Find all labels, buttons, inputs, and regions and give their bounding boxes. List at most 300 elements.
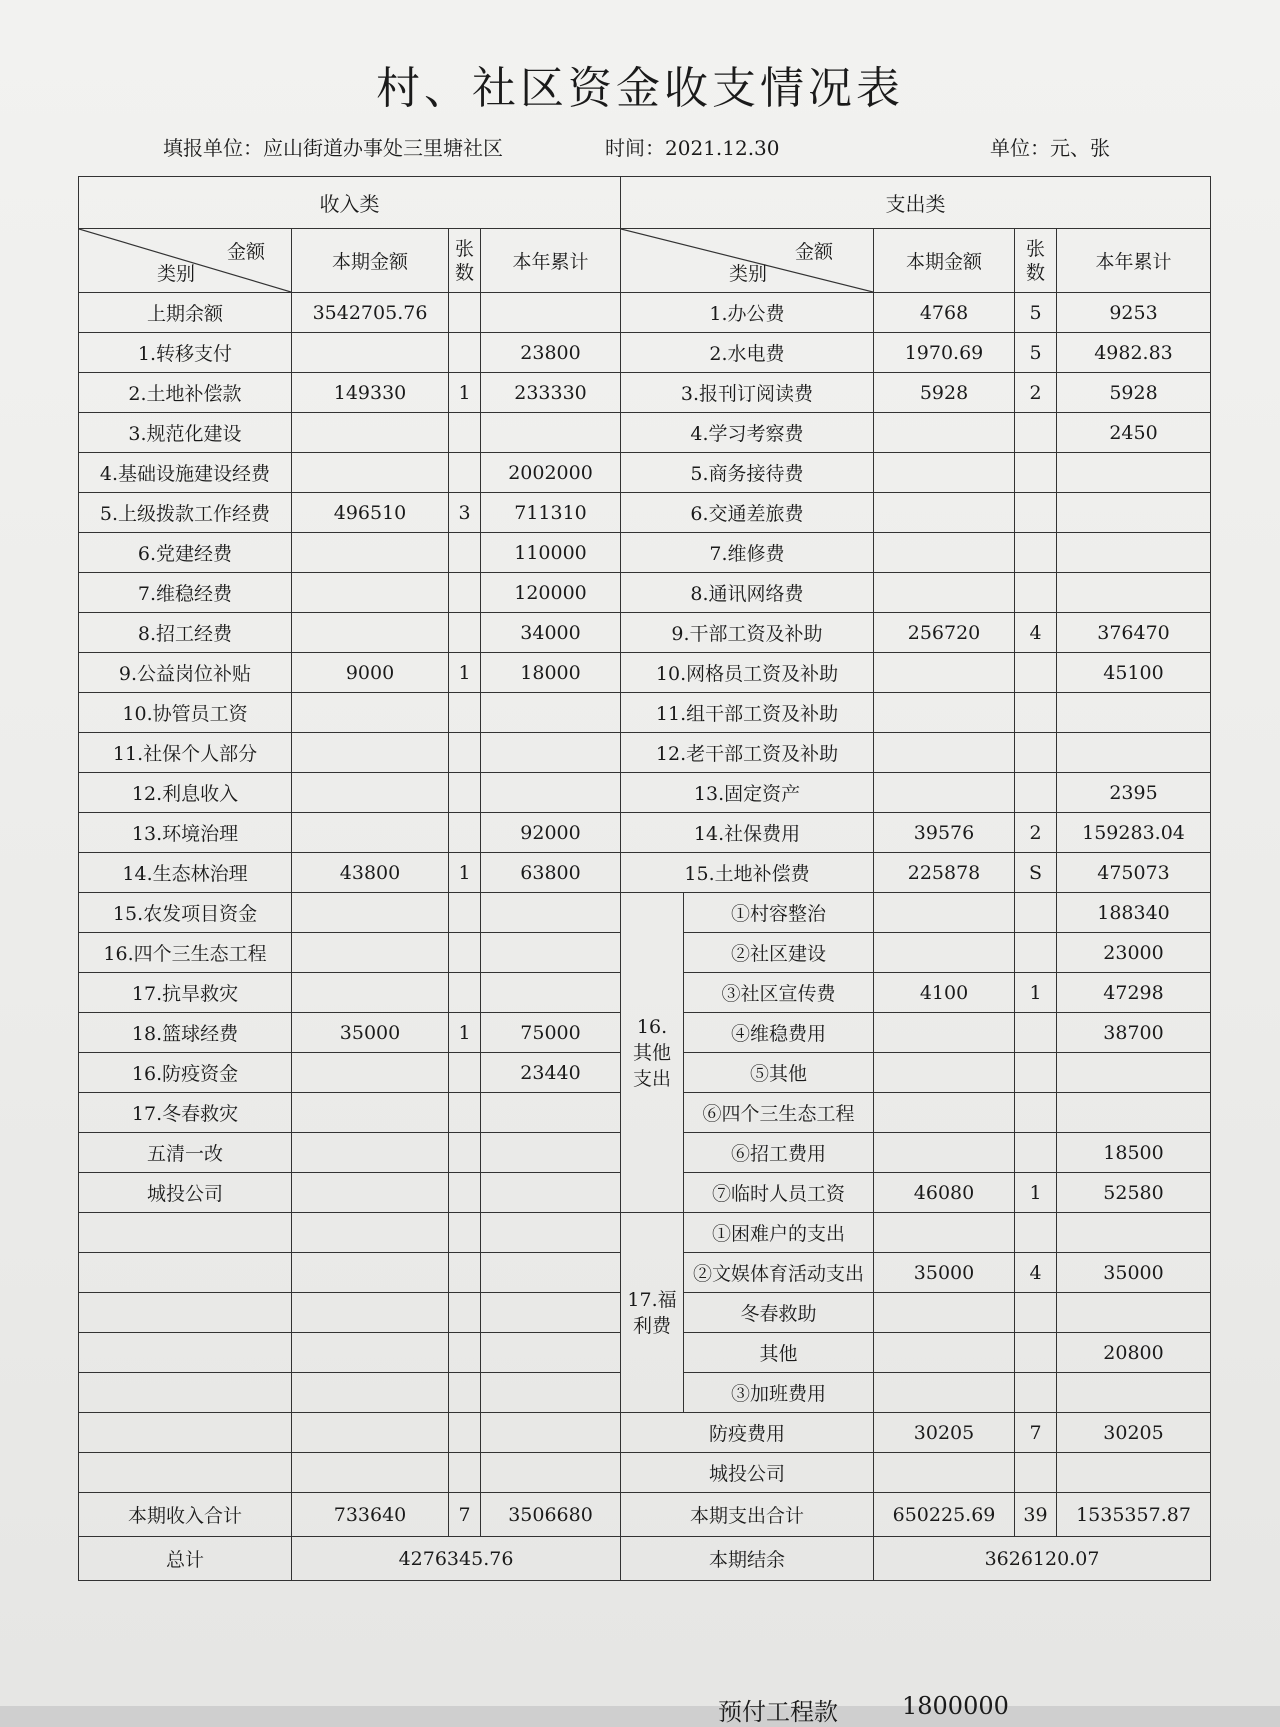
income-sheets — [449, 1293, 481, 1333]
income-ytd: 34000 — [481, 613, 621, 653]
income-current-amount — [292, 693, 449, 733]
group-label-line: 其他 — [632, 1041, 671, 1064]
income-current-amount — [292, 773, 449, 813]
expense-current-amount — [874, 453, 1015, 493]
income-current-amount — [292, 1253, 449, 1293]
expense-ytd: 4982.83 — [1057, 333, 1211, 373]
table-row — [79, 333, 1211, 373]
expense-ytd — [1057, 533, 1211, 573]
expense-current-amount: 39576 — [874, 813, 1015, 853]
income-total-sheets: 7 — [449, 1493, 481, 1537]
income-sheets — [449, 1213, 481, 1253]
expense-ytd — [1057, 733, 1211, 773]
table-row — [79, 373, 1211, 413]
expense-current-header: 本期金额 — [874, 229, 1015, 293]
income-sheets — [449, 1333, 481, 1373]
income-ytd — [481, 773, 621, 813]
income-ytd — [481, 1373, 621, 1413]
income-section-header: 收入类 — [79, 177, 621, 229]
income-category — [79, 1253, 292, 1293]
income-ytd — [481, 973, 621, 1013]
column-header-row — [79, 229, 1211, 293]
expense-category: 4.学习考察费 — [621, 413, 874, 453]
expense-current-amount — [874, 933, 1015, 973]
expense-ytd: 30205 — [1057, 1413, 1211, 1453]
income-category — [79, 1453, 292, 1493]
income-ytd: 92000 — [481, 813, 621, 853]
expense-category: 城投公司 — [621, 1453, 874, 1493]
income-sheets — [449, 453, 481, 493]
expense-sheets: 5 — [1015, 333, 1057, 373]
income-ytd: 711310 — [481, 493, 621, 533]
income-sheets — [449, 973, 481, 1013]
income-sheets — [449, 333, 481, 373]
income-sheets — [449, 573, 481, 613]
expense-current-amount — [874, 773, 1015, 813]
income-category: 1.转移支付 — [79, 333, 292, 373]
expense-sheets — [1015, 533, 1057, 573]
income-current-header: 本期金额 — [292, 229, 449, 293]
income-sheets — [449, 293, 481, 333]
income-category: 5.上级拨款工作经费 — [79, 493, 292, 533]
expense-current-amount — [874, 1093, 1015, 1133]
ledger-table — [78, 176, 1211, 1581]
expense-total-label: 本期支出合计 — [621, 1493, 874, 1537]
income-ytd: 233330 — [481, 373, 621, 413]
expense-current-amount — [874, 1373, 1015, 1413]
expense-sheets — [1015, 573, 1057, 613]
group-label-line: 17.福 — [627, 1288, 677, 1311]
expense-subcategory: ⑦临时人员工资 — [684, 1173, 874, 1213]
expense-category: 1.办公费 — [621, 293, 874, 333]
income-ytd — [481, 1253, 621, 1293]
report-date: 时间：2021.12.30 — [605, 136, 780, 160]
expense-ytd: 376470 — [1057, 613, 1211, 653]
income-current-amount — [292, 1053, 449, 1093]
income-current-amount: 9000 — [292, 653, 449, 693]
expense-subcategory: ③社区宣传费 — [684, 973, 874, 1013]
expense-current-amount — [874, 533, 1015, 573]
income-category — [79, 1333, 292, 1373]
income-sheets — [449, 813, 481, 853]
expense-category: 3.报刊订阅读费 — [621, 373, 874, 413]
expense-current-amount — [874, 1333, 1015, 1373]
expense-sheets — [1015, 893, 1057, 933]
income-category — [79, 1373, 292, 1413]
income-ytd — [481, 933, 621, 973]
expense-category: 5.商务接待费 — [621, 453, 874, 493]
income-category: 10.协管员工资 — [79, 693, 292, 733]
other-expense-group-label — [621, 893, 684, 1213]
income-current-amount: 35000 — [292, 1013, 449, 1053]
income-category: 8.招工经费 — [79, 613, 292, 653]
expense-sheets — [1015, 1093, 1057, 1133]
expense-ytd — [1057, 1213, 1211, 1253]
expense-category: 12.老干部工资及补助 — [621, 733, 874, 773]
income-sheets — [449, 1173, 481, 1213]
income-sheets: 1 — [449, 653, 481, 693]
income-ytd — [481, 1293, 621, 1333]
expense-current-amount — [874, 1453, 1015, 1493]
income-current-amount — [292, 413, 449, 453]
reporting-unit: 填报单位：应山街道办事处三里塘社区 — [163, 136, 503, 160]
diag-category-label: 类别 — [729, 263, 768, 285]
income-sheets — [449, 413, 481, 453]
expense-sheets — [1015, 1453, 1057, 1493]
expense-ytd — [1057, 1093, 1211, 1133]
measure-unit: 单位：元、张 — [990, 136, 1110, 160]
expense-ytd — [1057, 493, 1211, 533]
income-category: 15.农发项目资金 — [79, 893, 292, 933]
balance-label: 本期结余 — [621, 1537, 874, 1581]
expense-current-amount: 4768 — [874, 293, 1015, 333]
expense-current-amount — [874, 733, 1015, 773]
group-label-line: 16. — [636, 1015, 668, 1038]
income-ytd — [481, 1173, 621, 1213]
table-row — [79, 773, 1211, 813]
expense-category: 11.组干部工资及补助 — [621, 693, 874, 733]
expense-subcategory: 其他 — [684, 1333, 874, 1373]
expense-subcategory: ⑤其他 — [684, 1053, 874, 1093]
expense-total-amount: 650225.69 — [874, 1493, 1015, 1537]
expense-sheets — [1015, 413, 1057, 453]
income-category — [79, 1213, 292, 1253]
expense-sheets — [1015, 1133, 1057, 1173]
expense-category: 14.社保费用 — [621, 813, 874, 853]
expense-sheets — [1015, 453, 1057, 493]
expense-current-amount — [874, 413, 1015, 453]
income-ytd — [481, 413, 621, 453]
income-total-label: 本期收入合计 — [79, 1493, 292, 1537]
table-row — [79, 733, 1211, 773]
income-ytd: 75000 — [481, 1013, 621, 1053]
income-sheets: 1 — [449, 853, 481, 893]
expense-subcategory: ②文娱体育活动支出 — [684, 1253, 874, 1293]
expense-current-amount: 225878 — [874, 853, 1015, 893]
expense-sheets: 1 — [1015, 1173, 1057, 1213]
grand-total-label: 总计 — [79, 1537, 292, 1581]
expense-sheets: 1 — [1015, 973, 1057, 1013]
income-current-amount: 43800 — [292, 853, 449, 893]
income-sheets — [449, 1253, 481, 1293]
expense-current-amount — [874, 893, 1015, 933]
income-current-amount: 3542705.76 — [292, 293, 449, 333]
table-row — [79, 613, 1211, 653]
expense-sheets — [1015, 773, 1057, 813]
expense-ytd: 23000 — [1057, 933, 1211, 973]
income-ytd — [481, 1333, 621, 1373]
income-ytd — [481, 733, 621, 773]
income-current-amount — [292, 893, 449, 933]
income-category: 16.防疫资金 — [79, 1053, 292, 1093]
expense-ytd — [1057, 573, 1211, 613]
table-row — [79, 413, 1211, 453]
expense-ytd — [1057, 1053, 1211, 1093]
income-sheets — [449, 1413, 481, 1453]
income-category: 2.土地补偿款 — [79, 373, 292, 413]
expense-category: 7.维修费 — [621, 533, 874, 573]
expense-ytd: 159283.04 — [1057, 813, 1211, 853]
expense-ytd: 2395 — [1057, 773, 1211, 813]
expense-current-amount — [874, 1053, 1015, 1093]
income-current-amount — [292, 1213, 449, 1253]
group-label-line: 支出 — [632, 1067, 671, 1090]
expense-diagonal-header — [621, 229, 874, 293]
table-row — [79, 453, 1211, 493]
income-current-amount — [292, 973, 449, 1013]
income-ytd — [481, 293, 621, 333]
expense-sheets — [1015, 493, 1057, 533]
income-category: 18.篮球经费 — [79, 1013, 292, 1053]
income-current-amount — [292, 533, 449, 573]
income-ytd — [481, 1093, 621, 1133]
income-category: 13.环境治理 — [79, 813, 292, 853]
diag-amount-label: 金额 — [226, 241, 265, 263]
income-sheets: 1 — [449, 373, 481, 413]
expense-sheets — [1015, 1293, 1057, 1333]
page-title: 村、社区资金收支情况表 — [376, 63, 904, 114]
grand-total-row — [79, 1537, 1211, 1581]
expense-ytd — [1057, 693, 1211, 733]
group-label-line: 利费 — [632, 1314, 671, 1337]
income-current-amount — [292, 1133, 449, 1173]
table-row — [79, 653, 1211, 693]
expense-ytd: 5928 — [1057, 373, 1211, 413]
table-row — [79, 293, 1211, 333]
table-row — [79, 693, 1211, 733]
expense-ytd: 52580 — [1057, 1173, 1211, 1213]
income-ytd: 23800 — [481, 333, 621, 373]
income-ytd: 63800 — [481, 853, 621, 893]
income-category: 3.规范化建设 — [79, 413, 292, 453]
income-ytd: 18000 — [481, 653, 621, 693]
expense-subcategory: ⑥招工费用 — [684, 1133, 874, 1173]
income-current-amount — [292, 333, 449, 373]
income-sheets — [449, 773, 481, 813]
income-sheets: 3 — [449, 493, 481, 533]
income-sheets-header: 张数 — [449, 229, 481, 293]
income-ytd — [481, 1453, 621, 1493]
table-row — [79, 893, 1211, 933]
expense-category: 2.水电费 — [621, 333, 874, 373]
expense-sheets: 4 — [1015, 1253, 1057, 1293]
expense-ytd: 475073 — [1057, 853, 1211, 893]
income-ytd — [481, 693, 621, 733]
income-current-amount — [292, 1413, 449, 1453]
income-diagonal-header — [79, 229, 292, 293]
expense-ytd: 188340 — [1057, 893, 1211, 933]
income-category: 7.维稳经费 — [79, 573, 292, 613]
expense-ytd: 18500 — [1057, 1133, 1211, 1173]
table-row — [79, 1413, 1211, 1453]
income-ytd: 2002000 — [481, 453, 621, 493]
expense-ytd: 45100 — [1057, 653, 1211, 693]
income-sheets — [449, 893, 481, 933]
income-ytd-header: 本年累计 — [481, 229, 621, 293]
expense-category: 9.干部工资及补助 — [621, 613, 874, 653]
expense-ytd: 20800 — [1057, 1333, 1211, 1373]
income-sheets — [449, 693, 481, 733]
income-category: 4.基础设施建设经费 — [79, 453, 292, 493]
expense-category: 防疫费用 — [621, 1413, 874, 1453]
balance-value: 3626120.07 — [874, 1537, 1211, 1581]
income-current-amount — [292, 1173, 449, 1213]
expense-category: 8.通讯网络费 — [621, 573, 874, 613]
income-category: 12.利息收入 — [79, 773, 292, 813]
table-row — [79, 1453, 1211, 1493]
income-current-amount — [292, 613, 449, 653]
expense-current-amount — [874, 1293, 1015, 1333]
expense-sheets: 2 — [1015, 373, 1057, 413]
table-row — [79, 573, 1211, 613]
section-header-row — [79, 177, 1211, 229]
income-ytd — [481, 1413, 621, 1453]
income-ytd — [481, 893, 621, 933]
income-ytd — [481, 1213, 621, 1253]
welfare-group-label — [621, 1213, 684, 1413]
expense-section-header: 支出类 — [621, 177, 1211, 229]
expense-sheets-header: 张数 — [1015, 229, 1057, 293]
expense-ytd: 38700 — [1057, 1013, 1211, 1053]
expense-sheets — [1015, 653, 1057, 693]
income-category — [79, 1413, 292, 1453]
income-category: 9.公益岗位补贴 — [79, 653, 292, 693]
income-sheets — [449, 933, 481, 973]
income-current-amount — [292, 733, 449, 773]
income-category: 17.冬春救灾 — [79, 1093, 292, 1133]
expense-category: 15.土地补偿费 — [621, 853, 874, 893]
income-category — [79, 1293, 292, 1333]
income-category: 17.抗旱救灾 — [79, 973, 292, 1013]
expense-current-amount: 46080 — [874, 1173, 1015, 1213]
expense-total-ytd: 1535357.87 — [1057, 1493, 1211, 1537]
expense-current-amount — [874, 1133, 1015, 1173]
income-current-amount — [292, 1293, 449, 1333]
expense-subcategory: ①村容整治 — [684, 893, 874, 933]
income-sheets — [449, 733, 481, 773]
expense-category: 13.固定资产 — [621, 773, 874, 813]
expense-sheets — [1015, 733, 1057, 773]
income-category: 城投公司 — [79, 1173, 292, 1213]
income-total-amount: 733640 — [292, 1493, 449, 1537]
income-sheets — [449, 1373, 481, 1413]
expense-subcategory: ④维稳费用 — [684, 1013, 874, 1053]
expense-ytd-header: 本年累计 — [1057, 229, 1211, 293]
expense-sheets — [1015, 1213, 1057, 1253]
expense-subcategory: 冬春救助 — [684, 1293, 874, 1333]
expense-ytd: 2450 — [1057, 413, 1211, 453]
expense-ytd: 47298 — [1057, 973, 1211, 1013]
income-category: 16.四个三生态工程 — [79, 933, 292, 973]
income-ytd: 120000 — [481, 573, 621, 613]
income-sheets — [449, 613, 481, 653]
expense-current-amount: 4100 — [874, 973, 1015, 1013]
diag-amount-label: 金额 — [794, 241, 833, 263]
expense-subcategory: ③加班费用 — [684, 1373, 874, 1413]
table-row — [79, 853, 1211, 893]
income-category: 五清一改 — [79, 1133, 292, 1173]
expense-sheets: 2 — [1015, 813, 1057, 853]
expense-current-amount — [874, 1213, 1015, 1253]
income-current-amount — [292, 1453, 449, 1493]
advance-label: 预付工程款 — [718, 1698, 838, 1726]
income-current-amount — [292, 1373, 449, 1413]
income-sheets — [449, 1093, 481, 1133]
expense-current-amount: 5928 — [874, 373, 1015, 413]
income-current-amount: 496510 — [292, 493, 449, 533]
expense-current-amount — [874, 1013, 1015, 1053]
income-current-amount — [292, 573, 449, 613]
income-total-ytd: 3506680 — [481, 1493, 621, 1537]
expense-ytd: 35000 — [1057, 1253, 1211, 1293]
income-ytd: 110000 — [481, 533, 621, 573]
expense-sheets: 7 — [1015, 1413, 1057, 1453]
expense-ytd: 9253 — [1057, 293, 1211, 333]
expense-sheets — [1015, 1373, 1057, 1413]
expense-sheets: 5 — [1015, 293, 1057, 333]
expense-sheets — [1015, 933, 1057, 973]
advance-value: 1800000 — [902, 1692, 1009, 1720]
income-category: 上期余额 — [79, 293, 292, 333]
income-current-amount: 149330 — [292, 373, 449, 413]
diag-category-label: 类别 — [157, 263, 196, 285]
income-current-amount — [292, 1333, 449, 1373]
income-ytd: 23440 — [481, 1053, 621, 1093]
income-sheets — [449, 1053, 481, 1093]
table-row — [79, 493, 1211, 533]
income-category: 11.社保个人部分 — [79, 733, 292, 773]
expense-sheets — [1015, 693, 1057, 733]
expense-sheets: 4 — [1015, 613, 1057, 653]
income-current-amount — [292, 813, 449, 853]
income-current-amount — [292, 1093, 449, 1133]
expense-category: 10.网格员工资及补助 — [621, 653, 874, 693]
income-sheets — [449, 1133, 481, 1173]
income-sheets — [449, 1453, 481, 1493]
grand-total-value: 4276345.76 — [292, 1537, 621, 1581]
expense-ytd — [1057, 1293, 1211, 1333]
expense-current-amount — [874, 693, 1015, 733]
table-row — [79, 1213, 1211, 1253]
income-sheets: 1 — [449, 1013, 481, 1053]
expense-current-amount: 35000 — [874, 1253, 1015, 1293]
expense-sheets: S — [1015, 853, 1057, 893]
income-current-amount — [292, 933, 449, 973]
expense-current-amount — [874, 493, 1015, 533]
expense-current-amount — [874, 573, 1015, 613]
income-category: 14.生态林治理 — [79, 853, 292, 893]
income-ytd — [481, 1133, 621, 1173]
table-row — [79, 813, 1211, 853]
expense-sheets — [1015, 1013, 1057, 1053]
expense-subcategory: ⑥四个三生态工程 — [684, 1093, 874, 1133]
expense-current-amount: 256720 — [874, 613, 1015, 653]
expense-current-amount — [874, 653, 1015, 693]
income-current-amount — [292, 453, 449, 493]
income-sheets — [449, 533, 481, 573]
expense-ytd — [1057, 1453, 1211, 1493]
expense-ytd — [1057, 453, 1211, 493]
expense-sheets — [1015, 1333, 1057, 1373]
expense-sheets — [1015, 1053, 1057, 1093]
income-category: 6.党建经费 — [79, 533, 292, 573]
table-row — [79, 533, 1211, 573]
expense-total-sheets: 39 — [1015, 1493, 1057, 1537]
expense-ytd — [1057, 1373, 1211, 1413]
expense-subcategory: ①困难户的支出 — [684, 1213, 874, 1253]
period-total-row — [79, 1493, 1211, 1537]
expense-current-amount: 30205 — [874, 1413, 1015, 1453]
